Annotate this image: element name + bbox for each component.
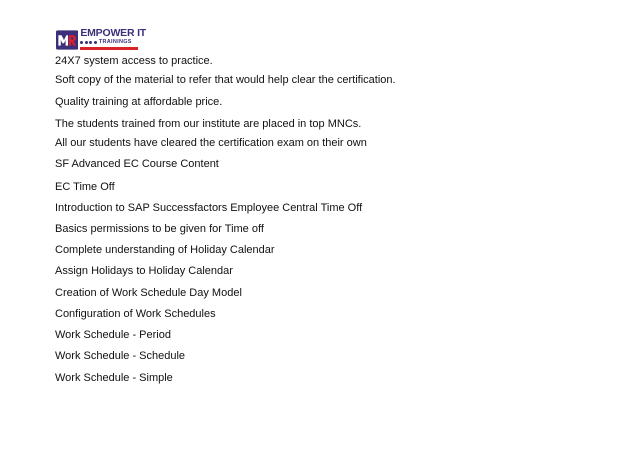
list-item: Creation of Work Schedule Day Model [55, 287, 242, 299]
logo-underline [80, 47, 138, 50]
logo-title: EMPOWER IT [80, 27, 146, 39]
list-item: Work Schedule - Period [55, 329, 171, 341]
list-item: Basics permissions to be given for Time off [55, 223, 264, 235]
text-line: 24X7 system access to practice. [55, 55, 213, 67]
mr-logo-mark-icon [56, 28, 78, 52]
company-logo [56, 28, 146, 54]
list-item: Introduction to SAP Successfactors Employee Central Time Off [55, 202, 363, 214]
section-heading: EC Time Off [55, 181, 115, 193]
list-item: Work Schedule - Schedule [55, 350, 186, 362]
text-line: The students trained from our institute are placed in top MNCs. [55, 118, 362, 130]
list-item: Work Schedule - Simple [55, 372, 173, 384]
text-line: All our students have cleared the certification exam on their own [55, 137, 367, 149]
text-line: Quality training at affordable price. [55, 96, 223, 108]
logo-dots-icon [80, 41, 97, 44]
list-item: Assign Holidays to Holiday Calendar [55, 265, 233, 277]
list-item: Complete understanding of Holiday Calendar [55, 244, 275, 256]
list-item: Configuration of Work Schedules [55, 308, 216, 320]
logo-subtitle: TRAININGS [98, 38, 132, 45]
section-heading: SF Advanced EC Course Content [55, 158, 219, 170]
text-line: Soft copy of the material to refer that would help clear the certification. [55, 74, 396, 86]
